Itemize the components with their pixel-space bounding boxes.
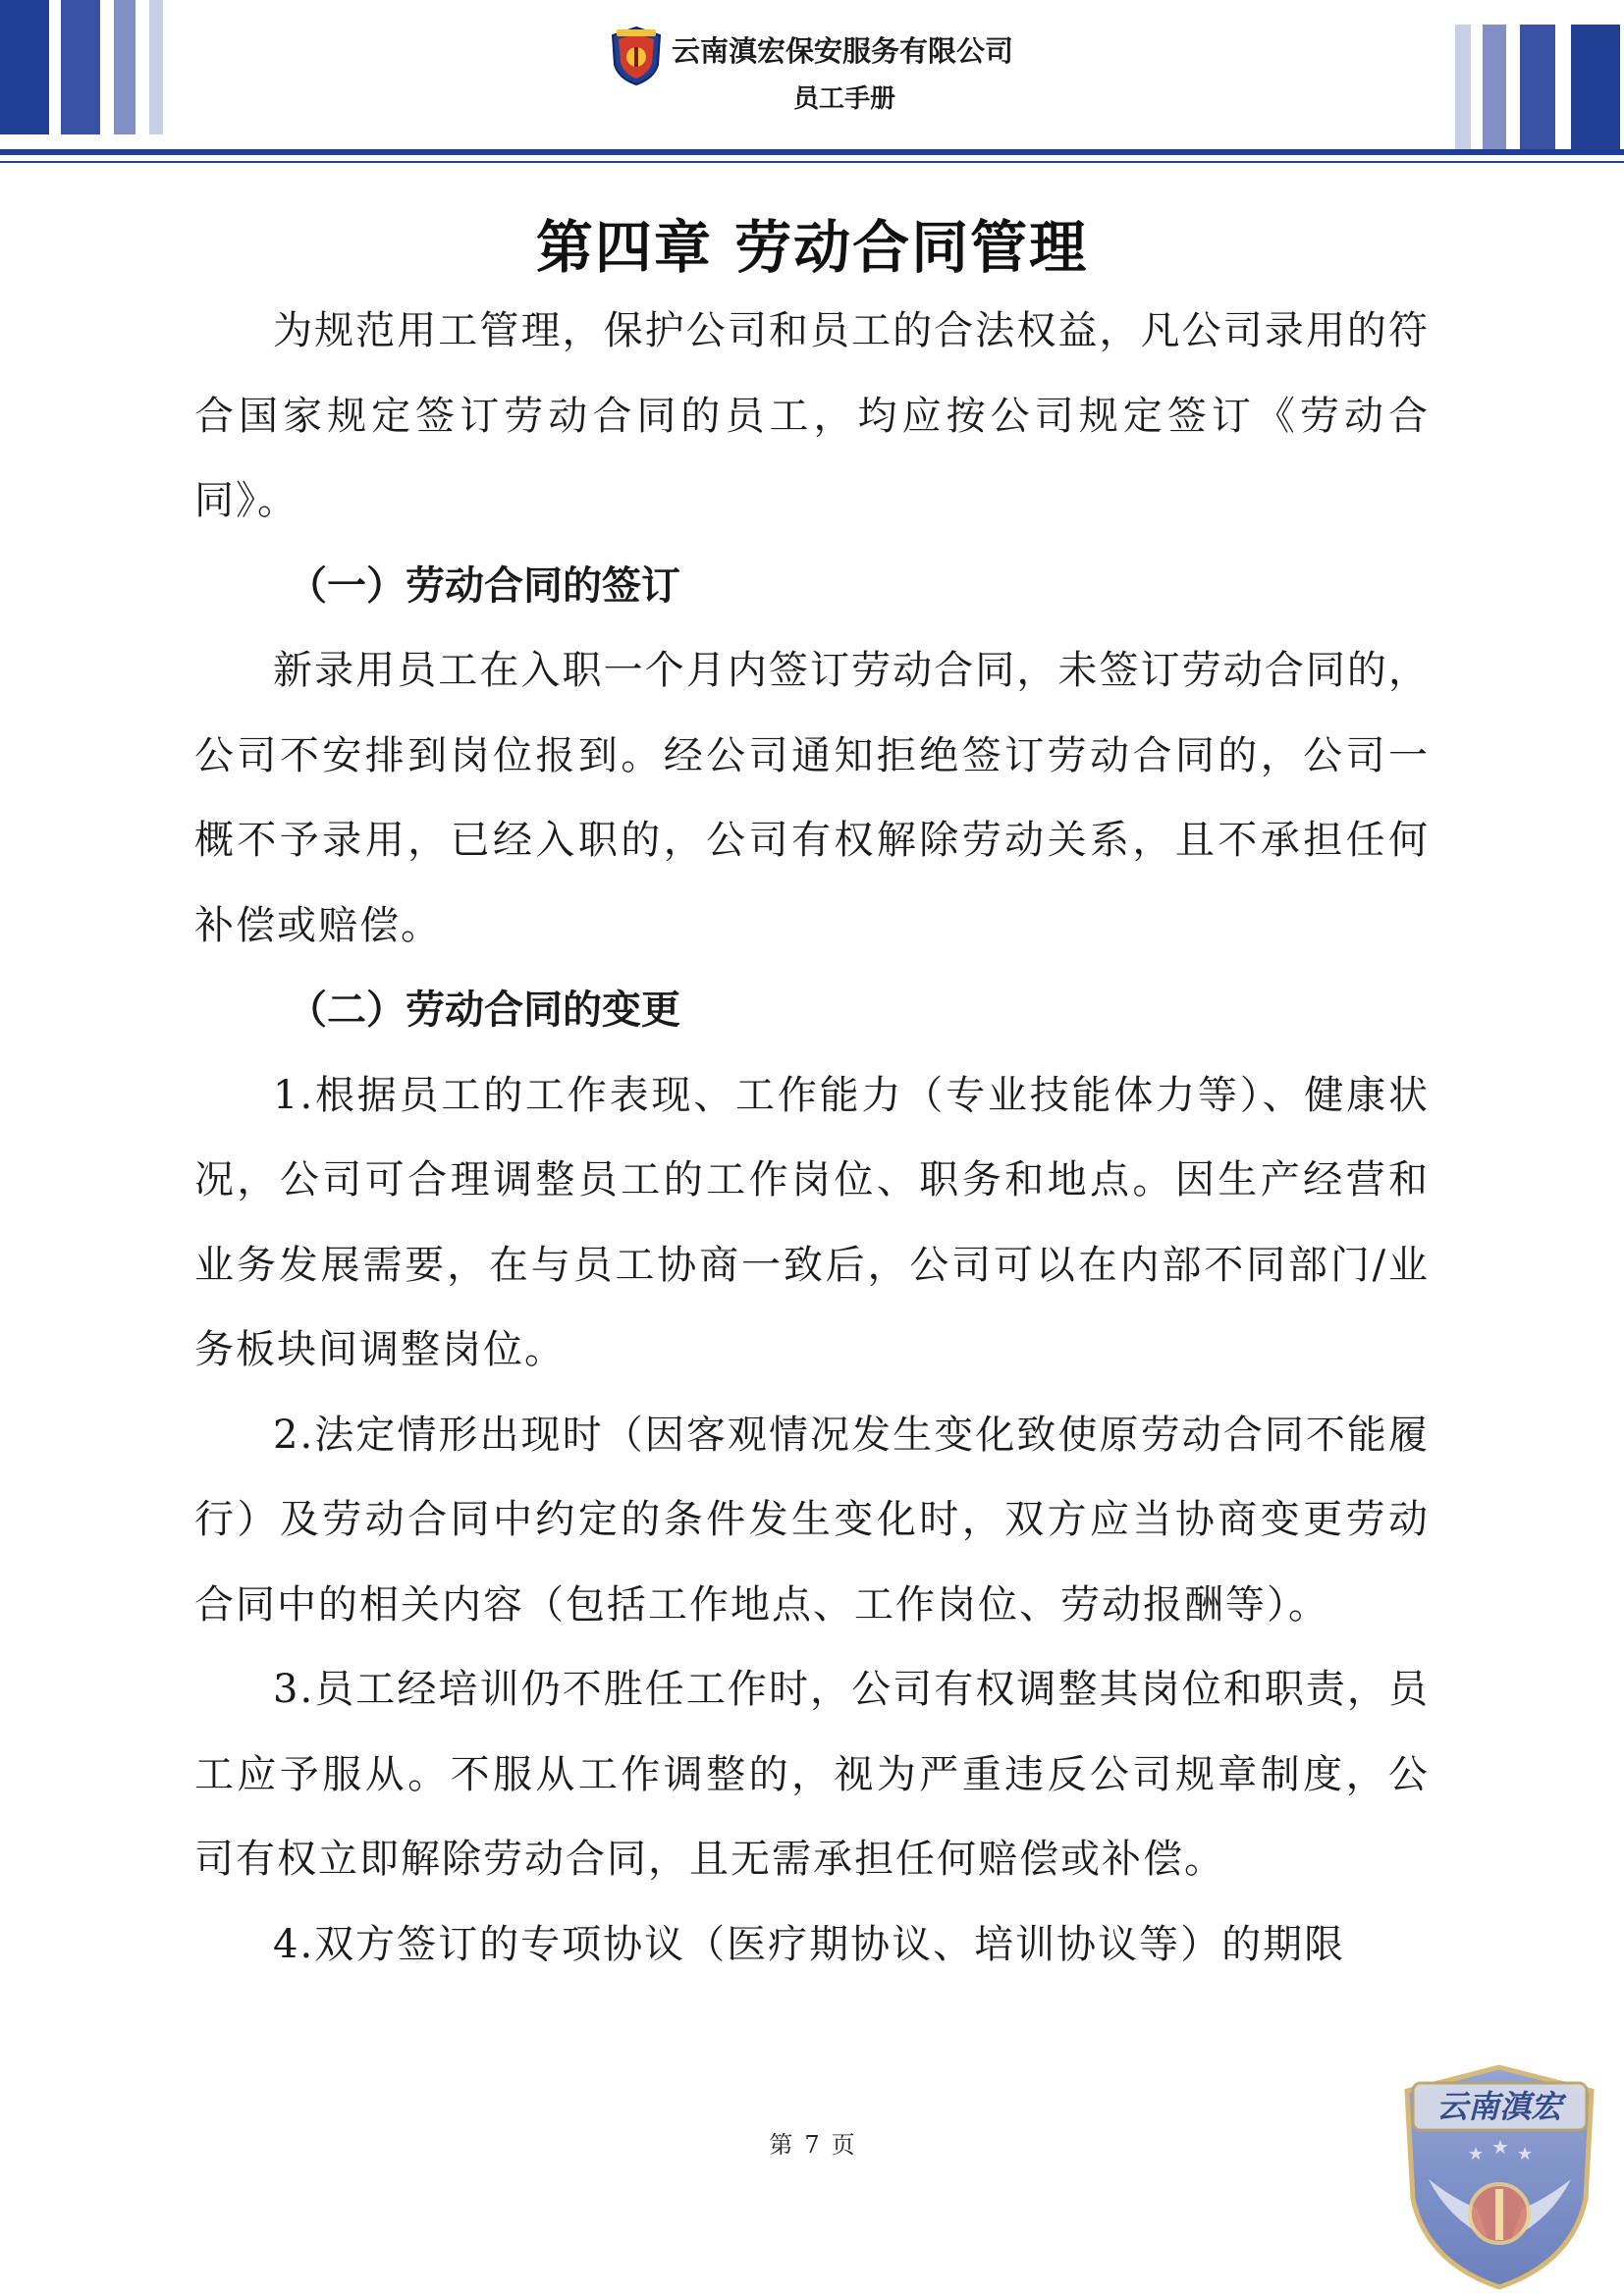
page-number-suffix: 页	[831, 2131, 855, 2159]
svg-text:★: ★	[1468, 2144, 1485, 2164]
svg-text:★: ★	[1491, 2135, 1509, 2159]
stripe-left-4	[149, 0, 163, 134]
handbook-title: 员工手册	[792, 84, 895, 114]
page-number-prefix: 第	[769, 2131, 793, 2159]
page-number	[0, 2125, 1624, 2160]
stripe-right-2	[1483, 25, 1506, 155]
company-logo-icon	[609, 26, 664, 86]
badge-text: 云南滇宏	[1435, 2088, 1563, 2125]
stripe-left-1	[0, 0, 49, 134]
change-item-1: 1.根据员工的工作表现、工作能力（专业技能体力等）、健康状况，公司可合理调整员工的工作岗位、职务和地点。因生产经营和业务发展需要，在与员工协商一致后，公司可以在内部不同部门/业务板块间调整岗位。	[194, 1072, 1430, 1372]
chapter-title: 第四章 劳动合同管理	[535, 214, 1089, 281]
company-name: 云南滇宏保安服务有限公司	[672, 34, 1014, 68]
section-signing-paragraph: 新录用员工在入职一个月内签订劳动合同，未签订劳动合同的，公司不安排到岗位报到。经公司通知拒绝签订劳动合同的，公司一概不予录用，已经入职的，公司有权解除劳动关系，且不承担任何补偿或赔偿。	[194, 648, 1430, 948]
stripe-right-1	[1455, 25, 1471, 155]
stripe-right-4	[1571, 25, 1620, 155]
header-rule	[0, 149, 1624, 155]
stripe-right-3	[1520, 25, 1555, 155]
change-item-2: 2.法定情形出现时（因客观情况发生变化致使原劳动合同不能履行）及劳动合同中约定的条件发生变化时，双方应当协商变更劳动合同中的相关内容（包括工作地点、工作岗位、劳动报酬等）。	[194, 1412, 1430, 1628]
page-header	[609, 22, 1021, 120]
svg-text:★: ★	[1517, 2144, 1534, 2164]
document-body	[194, 289, 1430, 1987]
header-rule-thin	[0, 161, 1624, 163]
page-number-value: 7	[804, 2131, 820, 2159]
section-heading-change: （二）劳动合同的变更	[288, 988, 680, 1033]
stripe-left-3	[114, 0, 135, 134]
intro-paragraph: 为规范用工管理，保护公司和员工的合法权益，凡公司录用的符合国家规定签订劳动合同的员工，均应按公司规定签订《劳动合同》。	[194, 308, 1430, 523]
badge-logo-icon	[1399, 2061, 1600, 2292]
section-heading-signing: （一）劳动合同的签订	[288, 562, 680, 609]
change-item-3: 3.员工经培训仍不胜任工作时，公司有权调整其岗位和职责，员工应予服从。不服从工作调整的，视为严重违反公司规章制度，公司有权立即解除劳动合同，且无需承担任何赔偿或补偿。	[194, 1667, 1430, 1882]
stripe-left-2	[61, 0, 100, 134]
change-item-4: 4.双方签订的专项协议（医疗期协议、培训协议等）的期限	[273, 1921, 1346, 1967]
